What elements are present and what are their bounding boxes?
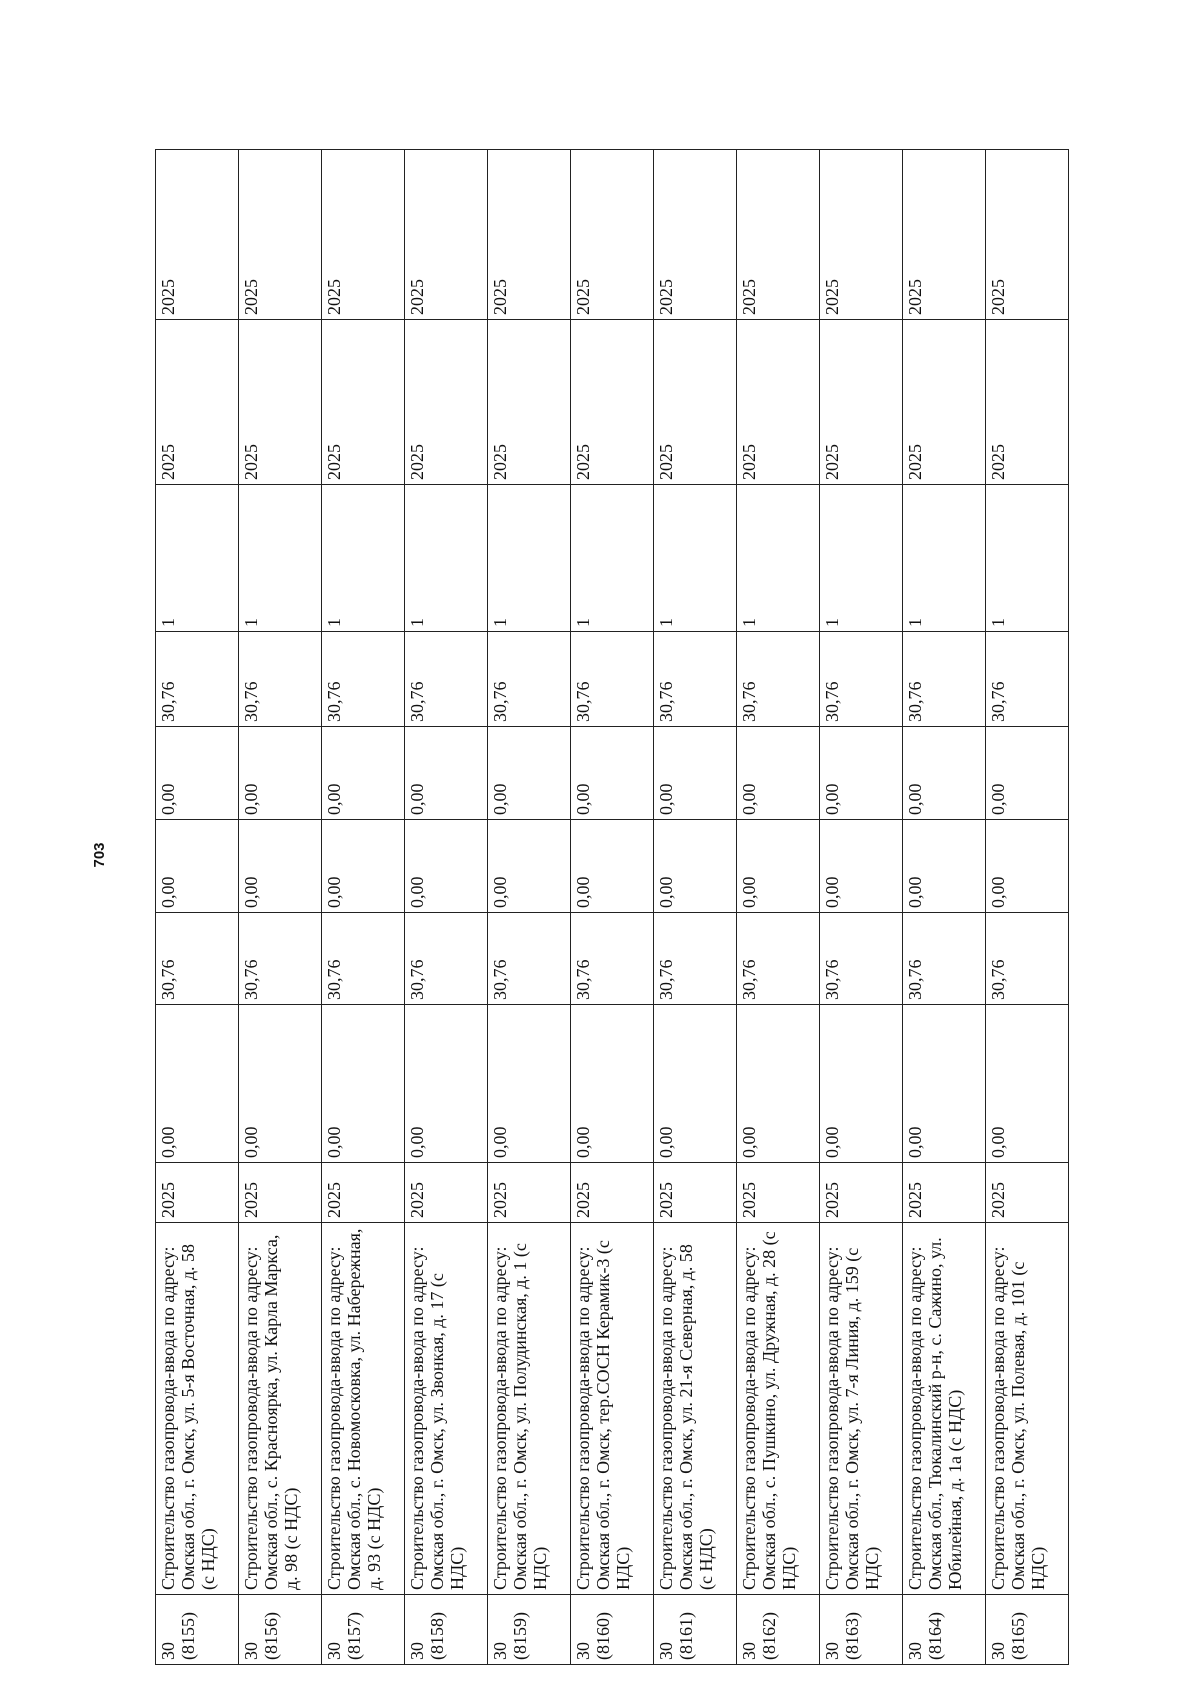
row-year1-cell: 2025	[737, 1163, 820, 1223]
row-v1-cell: 0,00	[903, 1005, 986, 1163]
row-v4-cell: 0,00	[322, 727, 405, 820]
row-name-cell: Строительство газопровода-ввода по адресу: Омская обл., г. Омск, ул. 5-я Восточная, д. 58 (с НДС)	[156, 1223, 239, 1595]
row-year3-cell: 2025	[903, 150, 986, 320]
row-year2-cell: 2025	[488, 320, 571, 485]
table-row	[820, 150, 903, 1665]
row-v1-cell: 0,00	[239, 1005, 322, 1163]
row-qty-cell: 1	[239, 485, 322, 632]
row-v4-cell: 0,00	[986, 727, 1069, 820]
row-v5-cell: 30,76	[239, 632, 322, 727]
row-qty-cell: 1	[820, 485, 903, 632]
row-year2-cell: 2025	[737, 320, 820, 485]
row-v3-cell: 0,00	[239, 820, 322, 913]
table-row	[156, 150, 239, 1665]
row-year2-cell: 2025	[239, 320, 322, 485]
row-id-cell: 30 (8165)	[986, 1595, 1069, 1665]
row-v3-cell: 0,00	[986, 820, 1069, 913]
row-year2-cell: 2025	[903, 320, 986, 485]
row-year2-cell: 2025	[571, 320, 654, 485]
row-v4-cell: 0,00	[654, 727, 737, 820]
table-row	[571, 150, 654, 1665]
row-name-cell: Строительство газопровода-ввода по адресу: Омская обл., г. Омск, тер.СОСН Керамик-3 (с НДС)	[571, 1223, 654, 1595]
row-v4-cell: 0,00	[571, 727, 654, 820]
row-v5-cell: 30,76	[820, 632, 903, 727]
row-v2-cell: 30,76	[903, 913, 986, 1005]
row-v5-cell: 30,76	[654, 632, 737, 727]
row-v1-cell: 0,00	[654, 1005, 737, 1163]
row-name-cell: Строительство газопровода-ввода по адресу: Омская обл., г. Омск, ул. Полудинская, д. 1 (с НДС)	[488, 1223, 571, 1595]
row-name-cell: Строительство газопровода-ввода по адресу: Омская обл., г. Омск, ул. Звонкая, д. 17 (с НДС)	[405, 1223, 488, 1595]
row-v1-cell: 0,00	[405, 1005, 488, 1163]
row-v4-cell: 0,00	[488, 727, 571, 820]
row-v2-cell: 30,76	[654, 913, 737, 1005]
row-year3-cell: 2025	[571, 150, 654, 320]
table-row	[986, 150, 1069, 1665]
table-row	[737, 150, 820, 1665]
row-year1-cell: 2025	[571, 1163, 654, 1223]
row-v2-cell: 30,76	[986, 913, 1069, 1005]
row-id-cell: 30 (8160)	[571, 1595, 654, 1665]
row-name-cell: Строительство газопровода-ввода по адресу: Омская обл., с. Новомосковка, ул. Набережная, д. 93 (с НДС)	[322, 1223, 405, 1595]
table-row	[239, 150, 322, 1665]
row-year1-cell: 2025	[405, 1163, 488, 1223]
row-v5-cell: 30,76	[903, 632, 986, 727]
row-v2-cell: 30,76	[405, 913, 488, 1005]
table-row	[654, 150, 737, 1665]
row-v4-cell: 0,00	[156, 727, 239, 820]
row-name-cell: Строительство газопровода-ввода по адресу: Омская обл., г. Омск, ул. Полевая, д. 101 (с НДС)	[986, 1223, 1069, 1595]
row-qty-cell: 1	[322, 485, 405, 632]
row-year3-cell: 2025	[737, 150, 820, 320]
row-name-cell: Строительство газопровода-ввода по адресу: Омская обл., с. Пушкино, ул. Дружная, д. 28 (с НДС)	[737, 1223, 820, 1595]
row-year3-cell: 2025	[322, 150, 405, 320]
row-v2-cell: 30,76	[737, 913, 820, 1005]
row-v5-cell: 30,76	[571, 632, 654, 727]
row-v2-cell: 30,76	[239, 913, 322, 1005]
row-v1-cell: 0,00	[488, 1005, 571, 1163]
row-v3-cell: 0,00	[405, 820, 488, 913]
row-id-cell: 30 (8163)	[820, 1595, 903, 1665]
row-qty-cell: 1	[737, 485, 820, 632]
row-v5-cell: 30,76	[322, 632, 405, 727]
row-year2-cell: 2025	[654, 320, 737, 485]
row-id-cell: 30 (8161)	[654, 1595, 737, 1665]
row-name-cell: Строительство газопровода-ввода по адресу: Омская обл., г. Омск, ул. 7-я Линия, д. 159 (с НДС)	[820, 1223, 903, 1595]
row-v5-cell: 30,76	[156, 632, 239, 727]
row-v1-cell: 0,00	[820, 1005, 903, 1163]
row-year1-cell: 2025	[986, 1163, 1069, 1223]
row-qty-cell: 1	[654, 485, 737, 632]
row-v3-cell: 0,00	[156, 820, 239, 913]
row-qty-cell: 1	[405, 485, 488, 632]
row-v4-cell: 0,00	[737, 727, 820, 820]
row-v3-cell: 0,00	[737, 820, 820, 913]
table-row	[488, 150, 571, 1665]
row-qty-cell: 1	[156, 485, 239, 632]
row-v5-cell: 30,76	[405, 632, 488, 727]
rotated-table-frame	[155, 150, 1080, 1665]
row-year1-cell: 2025	[239, 1163, 322, 1223]
row-year2-cell: 2025	[986, 320, 1069, 485]
row-name-cell: Строительство газопровода-ввода по адресу: Омская обл., Тюкалинский р-н, с. Сажино, ул. Юбилейная, д. 1а (с НДС)	[903, 1223, 986, 1595]
row-v3-cell: 0,00	[903, 820, 986, 913]
row-v5-cell: 30,76	[488, 632, 571, 727]
row-id-cell: 30 (8159)	[488, 1595, 571, 1665]
row-v3-cell: 0,00	[820, 820, 903, 913]
row-v1-cell: 0,00	[737, 1005, 820, 1163]
row-v3-cell: 0,00	[654, 820, 737, 913]
row-qty-cell: 1	[488, 485, 571, 632]
row-id-cell: 30 (8156)	[239, 1595, 322, 1665]
row-year2-cell: 2025	[820, 320, 903, 485]
table-row	[903, 150, 986, 1665]
row-id-cell: 30 (8157)	[322, 1595, 405, 1665]
row-v1-cell: 0,00	[571, 1005, 654, 1163]
row-v2-cell: 30,76	[156, 913, 239, 1005]
table-row	[322, 150, 405, 1665]
row-year3-cell: 2025	[405, 150, 488, 320]
row-v2-cell: 30,76	[820, 913, 903, 1005]
table-row	[405, 150, 488, 1665]
row-qty-cell: 1	[571, 485, 654, 632]
row-v3-cell: 0,00	[322, 820, 405, 913]
row-v4-cell: 0,00	[820, 727, 903, 820]
row-v3-cell: 0,00	[571, 820, 654, 913]
row-id-cell: 30 (8162)	[737, 1595, 820, 1665]
row-year1-cell: 2025	[322, 1163, 405, 1223]
row-qty-cell: 1	[986, 485, 1069, 632]
row-year2-cell: 2025	[156, 320, 239, 485]
row-id-cell: 30 (8164)	[903, 1595, 986, 1665]
row-v2-cell: 30,76	[322, 913, 405, 1005]
row-year2-cell: 2025	[405, 320, 488, 485]
row-year1-cell: 2025	[903, 1163, 986, 1223]
row-v2-cell: 30,76	[571, 913, 654, 1005]
row-year3-cell: 2025	[488, 150, 571, 320]
row-v1-cell: 0,00	[986, 1005, 1069, 1163]
row-v5-cell: 30,76	[737, 632, 820, 727]
row-qty-cell: 1	[903, 485, 986, 632]
row-v1-cell: 0,00	[156, 1005, 239, 1163]
row-year1-cell: 2025	[820, 1163, 903, 1223]
row-year3-cell: 2025	[239, 150, 322, 320]
row-name-cell: Строительство газопровода-ввода по адресу: Омская обл., с. Краснoярка, ул. Карла Маркса, д. 98 (с НДС)	[239, 1223, 322, 1595]
row-year2-cell: 2025	[322, 320, 405, 485]
row-name-cell: Строительство газопровода-ввода по адресу: Омская обл., г. Омск, ул. 21-я Северная, д. 58 (с НДС)	[654, 1223, 737, 1595]
row-v4-cell: 0,00	[239, 727, 322, 820]
row-v4-cell: 0,00	[405, 727, 488, 820]
row-year3-cell: 2025	[820, 150, 903, 320]
row-v2-cell: 30,76	[488, 913, 571, 1005]
row-year3-cell: 2025	[654, 150, 737, 320]
row-v1-cell: 0,00	[322, 1005, 405, 1163]
table-body	[156, 150, 1069, 1665]
row-year3-cell: 2025	[986, 150, 1069, 320]
row-v4-cell: 0,00	[903, 727, 986, 820]
investment-table	[155, 149, 1069, 1665]
row-id-cell: 30 (8158)	[405, 1595, 488, 1665]
row-year3-cell: 2025	[156, 150, 239, 320]
row-year1-cell: 2025	[488, 1163, 571, 1223]
row-year1-cell: 2025	[654, 1163, 737, 1223]
row-v3-cell: 0,00	[488, 820, 571, 913]
rotated-table-wrapper	[155, 279, 1080, 1665]
row-id-cell: 30 (8155)	[156, 1595, 239, 1665]
row-v5-cell: 30,76	[986, 632, 1069, 727]
row-year1-cell: 2025	[156, 1163, 239, 1223]
page-number: 703	[91, 842, 108, 868]
